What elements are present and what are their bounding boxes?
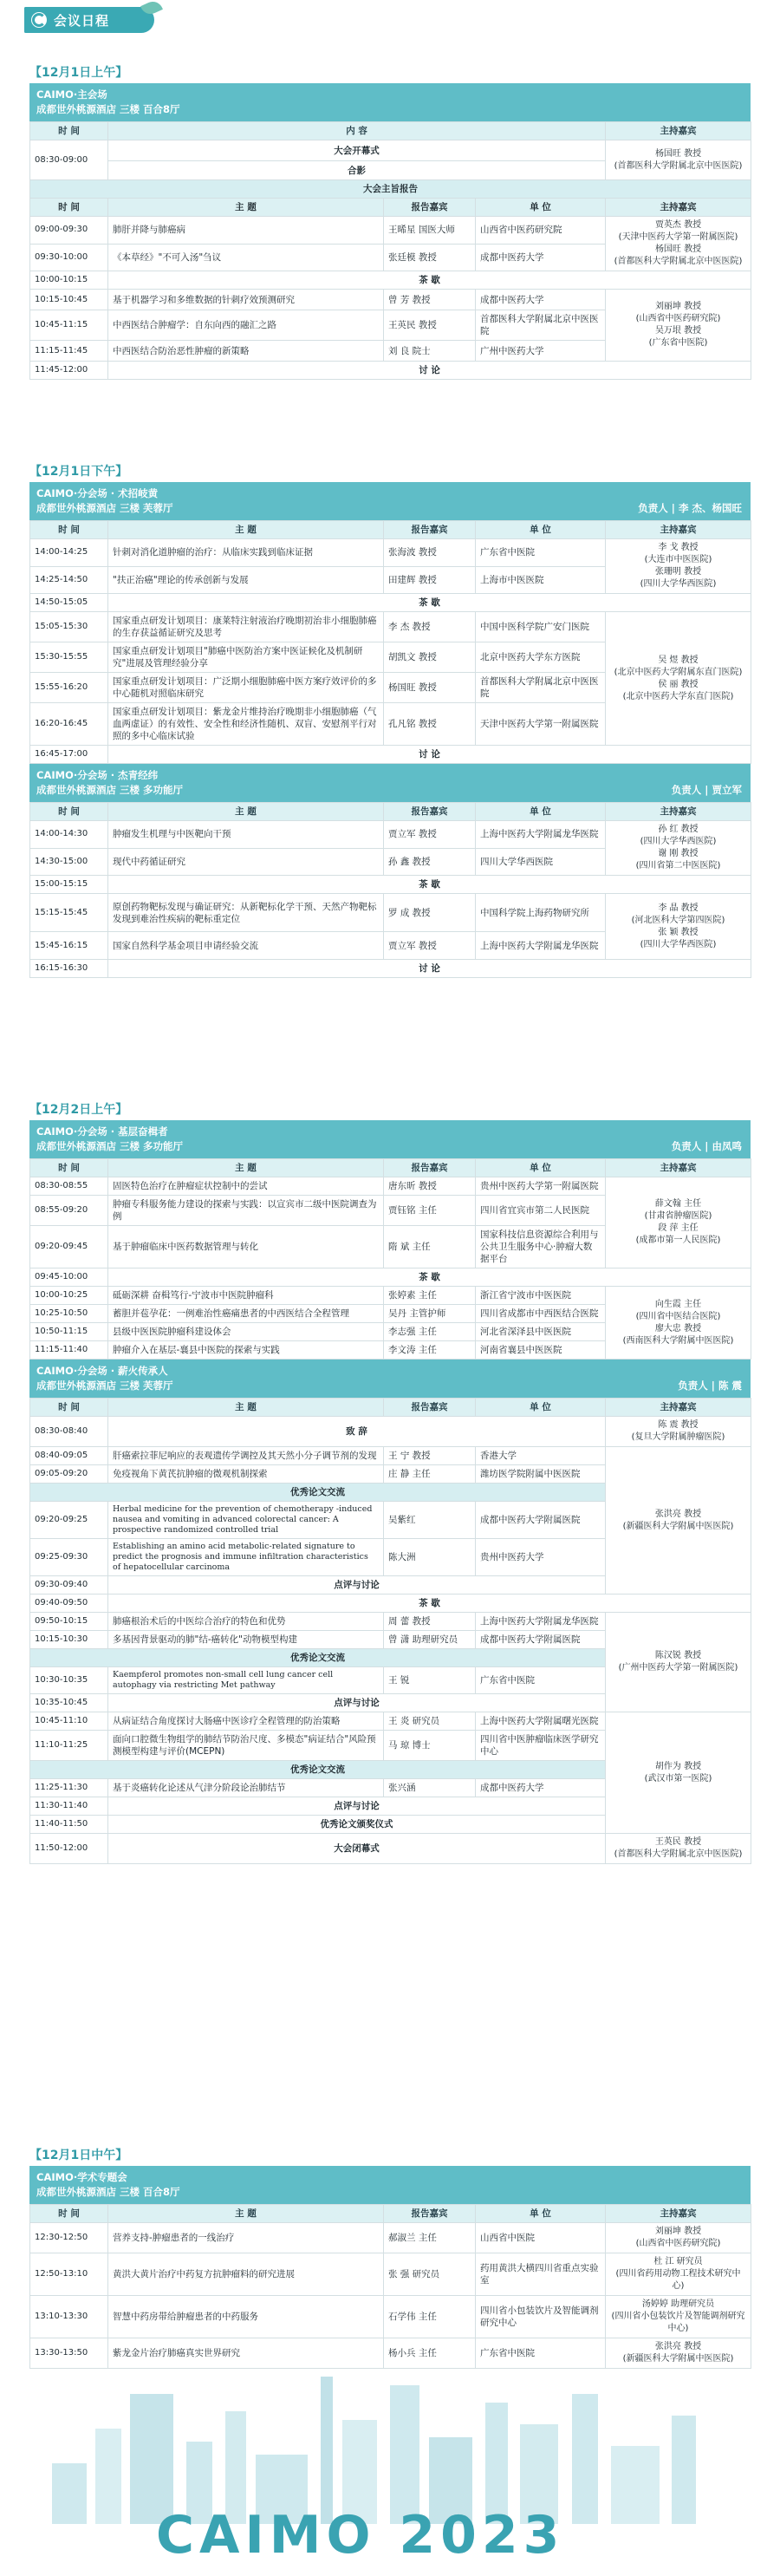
logo-icon [31, 12, 47, 28]
unit-cell: 四川省小包装饮片及智能调剂研究中心 [476, 2296, 606, 2338]
unit-cell: 四川省宜宾市第二人民医院 [476, 1196, 606, 1226]
col-content: 内 容 [108, 122, 606, 140]
speaker-cell: 刘 良 院士 [384, 341, 476, 362]
time-cell: 11:40-11:50 [30, 1816, 108, 1834]
paper-exchange-header: 优秀论文交流 [30, 1649, 606, 1667]
time-cell: 09:50-10:15 [30, 1613, 108, 1631]
topic-cell: 国家重点研发计划项目：康莱特注射液治疗晚期初治非小细胞肺癌的生存获益循证研究及思考 [108, 612, 384, 642]
time-cell: 10:45-11:15 [30, 310, 108, 341]
time-cell: 10:00-10:15 [30, 271, 108, 290]
time-cell: 09:00-09:30 [30, 217, 108, 245]
caimo-2023-logo: CAIMO 2023 [156, 2505, 565, 2566]
topic-cell: Establishing an amino acid metabolic-related signature to predict the prognosis and immune infiltration characteristics of hepatocellular carcinoma [108, 1539, 384, 1576]
unit-cell: 上海中医药大学附属龙华医院 [476, 1613, 606, 1631]
time-cell: 14:00-14:30 [30, 821, 108, 849]
topic-cell: 《本草经》"不可入汤"刍议 [108, 244, 384, 271]
unit-cell: 河南省襄县中医医院 [476, 1341, 606, 1360]
col-time: 时 间 [30, 1399, 108, 1417]
host-cell: 汤婷婷 助理研究员 (四川省小包装饮片及智能调剂研究中心) [606, 2296, 751, 2338]
review-discussion: 点评与讨论 [108, 1797, 606, 1816]
host-cell: 刘丽坤 教授 (山西省中医药研究院) [606, 2223, 751, 2253]
tea-break: 茶 歇 [108, 271, 751, 290]
schedule-table [29, 1158, 751, 1360]
unit-cell: 浙江省宁波市中医医院 [476, 1287, 606, 1305]
col-unit: 单 位 [476, 2205, 606, 2223]
venue-location: 成都世外桃源酒店 三楼 百合8厅 [36, 103, 180, 115]
time-cell: 13:10-13:30 [30, 2296, 108, 2338]
speaker-cell: 张 强 研究员 [384, 2253, 476, 2296]
topic-cell: 多基因背景驱动的肺"结-癌转化"动物模型构建 [108, 1631, 384, 1649]
col-speaker: 报告嘉宾 [384, 199, 476, 217]
topic-cell: 国家重点研发计划项目"肺癌中医防治方案中医证候化及机制研究"进展及管理经验分享 [108, 642, 384, 673]
time-cell: 14:50-15:05 [30, 594, 108, 612]
col-time: 时 间 [30, 803, 108, 821]
col-host: 主持嘉宾 [606, 2205, 751, 2223]
schedule-table [29, 802, 751, 978]
speaker-cell: 张海波 教授 [384, 539, 476, 567]
time-cell: 15:30-15:55 [30, 642, 108, 673]
topic-cell: 肿瘤介入在基层-襄县中医院的探索与实践 [108, 1341, 384, 1360]
venue-location: 成都世外桃源酒店 三楼 芙蓉厅 [36, 1379, 173, 1392]
schedule-table [29, 520, 751, 764]
speaker-cell: 吴丹 主管护师 [384, 1305, 476, 1323]
speaker-cell: 曾 芳 教授 [384, 290, 476, 310]
time-cell: 09:25-09:30 [30, 1539, 108, 1576]
venue-band [29, 2166, 751, 2204]
unit-cell: 贵州中医药大学 [476, 1539, 606, 1576]
time-cell: 12:50-13:10 [30, 2253, 108, 2296]
host-cell: 杨国旺 教授 (首都医科大学附属北京中医医院) [606, 140, 751, 180]
day-heading: 【12月1日中午】 [29, 2149, 128, 2162]
time-cell: 08:40-09:05 [30, 1447, 108, 1465]
host-cell: 李 晶 教授 (河北医科大学第四医院) 张 颖 教授 (四川大学华西医院) [606, 894, 751, 960]
topic-cell: 针刺对消化道肿瘤的治疗：从临床实践到临床证据 [108, 539, 384, 567]
host-cell: 向生霞 主任 (四川省中医结合医院) 廖大忠 教授 (西南医科大学附属中医医院) [606, 1287, 751, 1360]
col-host: 主持嘉宾 [606, 1159, 751, 1177]
venue-band [29, 83, 751, 121]
speaker-cell: 隋 斌 主任 [384, 1226, 476, 1268]
speaker-cell: 王 宁 教授 [384, 1447, 476, 1465]
time-cell: 08:30-08:40 [30, 1417, 108, 1447]
topic-cell: 蓄胆并苞孕花：一例难治性癌痛患者的中西医结合全程管理 [108, 1305, 384, 1323]
topic-cell: 紫龙金片治疗肺癌真实世界研究 [108, 2338, 384, 2369]
footer-skyline [0, 2358, 780, 2576]
speaker-cell: 庄 静 主任 [384, 1465, 476, 1484]
time-cell: 09:20-09:25 [30, 1502, 108, 1539]
unit-cell: 河北省深泽县中医医院 [476, 1323, 606, 1341]
unit-cell: 中国科学院上海药物研究所 [476, 894, 606, 932]
speaker-cell: 张婷素 主任 [384, 1287, 476, 1305]
paper-exchange-header: 优秀论文交流 [30, 1761, 606, 1779]
time-cell: 11:50-12:00 [30, 1834, 108, 1864]
time-cell: 11:15-11:45 [30, 341, 108, 362]
speaker-cell: 贾立军 教授 [384, 932, 476, 960]
time-cell: 15:00-15:15 [30, 876, 108, 894]
opening-address: 致 辞 [108, 1417, 606, 1447]
time-cell: 09:20-09:45 [30, 1226, 108, 1268]
speaker-cell: 陈大洲 [384, 1539, 476, 1576]
col-time: 时 间 [30, 521, 108, 539]
time-cell: 09:30-09:40 [30, 1576, 108, 1595]
topic-cell: 现代中药循证研究 [108, 848, 384, 876]
tea-break: 茶 歇 [108, 1595, 751, 1613]
time-cell: 10:15-10:30 [30, 1631, 108, 1649]
topic-cell: 中西医结合肿瘤学：自东向西的融汇之路 [108, 310, 384, 341]
award-ceremony: 优秀论文颁奖仪式 [108, 1816, 606, 1834]
speaker-cell: 王英民 教授 [384, 310, 476, 341]
session-chair: 负责人 | 陈 震 [678, 1379, 742, 1392]
host-cell: 张洪亮 教授 (新疆医科大学附属中医医院) [606, 2338, 751, 2369]
time-cell: 08:55-09:20 [30, 1196, 108, 1226]
venue-title: CAIMO·分会场 · 基层奋楫者 [36, 1125, 168, 1138]
topic-cell: 肺癌根治术后的中医综合治疗的特色和优势 [108, 1613, 384, 1631]
topic-cell: 国家重点研发计划项目：紫龙金片维持治疗晚期非小细胞肺癌（气血两虚证）的有效性、安全性和经济性随机、双盲、安慰剂平行对照的多中心临床试验 [108, 703, 384, 746]
col-host: 主持嘉宾 [606, 199, 751, 217]
unit-cell: 上海中医药大学附属曙光医院 [476, 1712, 606, 1731]
col-host: 主持嘉宾 [606, 521, 751, 539]
time-cell: 15:55-16:20 [30, 673, 108, 703]
speaker-cell: 王 锐 [384, 1667, 476, 1694]
closing-ceremony: 大会闭幕式 [108, 1834, 606, 1864]
section-dec1-noon [29, 2145, 751, 2369]
venue-band [29, 1360, 751, 1398]
host-cell: 薛文翰 主任 (甘肃省肿瘤医院) 段 萍 主任 (成都市第一人民医院) [606, 1177, 751, 1268]
venue-band [29, 482, 751, 520]
col-topic: 主 题 [108, 521, 384, 539]
unit-cell: 药用黄洪大横四川省重点实验室 [476, 2253, 606, 2296]
speaker-cell: 贾立军 教授 [384, 821, 476, 849]
unit-cell: 四川省成都市中西医结合医院 [476, 1305, 606, 1323]
host-cell: 陈 震 教授 (复旦大学附属肿瘤医院) [606, 1417, 751, 1447]
topic-cell: 智慧中药房带给肿瘤患者的中药服务 [108, 2296, 384, 2338]
speaker-cell: 贾钰铭 主任 [384, 1196, 476, 1226]
discussion: 讨 论 [108, 362, 751, 380]
col-unit: 单 位 [476, 1399, 606, 1417]
unit-cell: 成都中医药大学附属医院 [476, 1502, 606, 1539]
unit-cell: 贵州中医药大学第一附属医院 [476, 1177, 606, 1196]
time-cell: 16:15-16:30 [30, 960, 108, 978]
speaker-cell: 曾 潇 助理研究员 [384, 1631, 476, 1649]
col-host: 主持嘉宾 [606, 1399, 751, 1417]
schedule-table [29, 121, 751, 380]
time-cell: 16:45-17:00 [30, 746, 108, 764]
host-cell: 杜 江 研究员 (四川省药用动物工程技术研究中心) [606, 2253, 751, 2296]
venue-title: CAIMO·分会场 · 薪火传承人 [36, 1365, 168, 1377]
unit-cell: 成都中医药大学附属医院 [476, 1631, 606, 1649]
topic-cell: 县级中医医院肿瘤科建设体会 [108, 1323, 384, 1341]
unit-cell: 四川大学华西医院 [476, 848, 606, 876]
time-cell: 10:50-11:15 [30, 1323, 108, 1341]
unit-cell: 成都中医药大学 [476, 290, 606, 310]
col-host: 主持嘉宾 [606, 803, 751, 821]
unit-cell: 上海市中医医院 [476, 566, 606, 594]
time-cell: 10:35-10:45 [30, 1694, 108, 1712]
day-heading: 【12月1日下午】 [29, 465, 128, 479]
time-cell: 09:05-09:20 [30, 1465, 108, 1484]
col-unit: 单 位 [476, 199, 606, 217]
unit-cell: 山西省中医药研究院 [476, 217, 606, 245]
host-cell: 王英民 教授 (首都医科大学附属北京中医医院) [606, 1834, 751, 1864]
time-cell: 15:05-15:30 [30, 612, 108, 642]
venue-location: 成都世外桃源酒店 三楼 百合8厅 [36, 2186, 180, 2198]
host-cell: 李 戈 教授 (大连市中医医院) 张珊明 教授 (四川大学华西医院) [606, 539, 751, 594]
speaker-cell: 胡凯文 教授 [384, 642, 476, 673]
unit-cell: 香港大学 [476, 1447, 606, 1465]
unit-cell: 上海中医药大学附属龙华医院 [476, 932, 606, 960]
topic-cell: 基于机器学习和多维数据的针刺疗效预测研究 [108, 290, 384, 310]
host-cell: 吴 煜 教授 (北京中医药大学附属东直门医院) 侯 丽 教授 (北京中医药大学东直门医院) [606, 612, 751, 746]
host-cell: 陈汉锐 教授 (广州中医药大学第一附属医院) [606, 1613, 751, 1712]
section-dec2-morning [29, 1099, 751, 1864]
section-dec1-morning [29, 62, 751, 380]
header-title: 会议日程 [54, 12, 110, 29]
time-cell: 16:20-16:45 [30, 703, 108, 746]
unit-cell: 国家科技信息资源综合利用与公共卫生服务中心·肿瘤大数据平台 [476, 1226, 606, 1268]
speaker-cell: 杨小兵 主任 [384, 2338, 476, 2369]
topic-cell: 免疫视角下黄芪抗肿瘤的微观机制探索 [108, 1465, 384, 1484]
time-cell: 08:30-08:55 [30, 1177, 108, 1196]
time-cell: 14:25-14:50 [30, 566, 108, 594]
speaker-cell: 王晞星 国医大师 [384, 217, 476, 245]
col-topic: 主 题 [108, 199, 384, 217]
discussion: 讨 论 [108, 746, 751, 764]
time-cell: 15:15-15:45 [30, 894, 108, 932]
time-cell: 09:40-09:50 [30, 1595, 108, 1613]
schedule-table [29, 2204, 751, 2369]
schedule-table [29, 1398, 751, 1864]
col-host: 主持嘉宾 [606, 122, 751, 140]
day-heading: 【12月2日上午】 [29, 1103, 128, 1117]
time-cell: 10:25-10:50 [30, 1305, 108, 1323]
time-cell: 14:00-14:25 [30, 539, 108, 567]
topic-cell: 肝癌索拉菲尼响应的表观遗传学调控及其天然小分子调节剂的发现 [108, 1447, 384, 1465]
topic-cell: 国家自然科学基金项目申请经验交流 [108, 932, 384, 960]
speaker-cell: 张兴涵 [384, 1779, 476, 1797]
col-topic: 主 题 [108, 2205, 384, 2223]
time-cell: 15:45-16:15 [30, 932, 108, 960]
unit-cell: 四川省中医肿瘤临床医学研究中心 [476, 1731, 606, 1761]
venue-location: 成都世外桃源酒店 三楼 芙蓉厅 [36, 502, 173, 514]
topic-cell: "扶正治癌"理论的传承创新与发展 [108, 566, 384, 594]
time-cell: 10:30-10:35 [30, 1667, 108, 1694]
header-tag [24, 7, 154, 33]
speaker-cell: 罗 成 教授 [384, 894, 476, 932]
review-discussion: 点评与讨论 [108, 1576, 606, 1595]
topic-cell: 从病证结合角度探讨大肠癌中医诊疗全程管理的防治策略 [108, 1712, 384, 1731]
speaker-cell: 郝淑兰 主任 [384, 2223, 476, 2253]
host-cell: 张洪亮 教授 (新疆医科大学附属中医医院) [606, 1447, 751, 1595]
topic-cell: 肺肝并降与肺癌病 [108, 217, 384, 245]
time-cell: 11:30-11:40 [30, 1797, 108, 1816]
topic-cell: 砥砺深耕 奋楫笃行-宁波市中医院肿瘤科 [108, 1287, 384, 1305]
topic-cell: 肿瘤发生机理与中医靶向干预 [108, 821, 384, 849]
time-cell: 09:30-10:00 [30, 244, 108, 271]
speaker-cell: 李文涛 主任 [384, 1341, 476, 1360]
group-photo: 合影 [108, 161, 606, 180]
col-speaker: 报告嘉宾 [384, 2205, 476, 2223]
time-cell: 11:15-11:40 [30, 1341, 108, 1360]
host-cell: 孙 红 教授 (四川大学华西医院) 谢 刚 教授 (四川省第二中医医院) [606, 821, 751, 876]
speaker-cell: 石学伟 主任 [384, 2296, 476, 2338]
col-speaker: 报告嘉宾 [384, 803, 476, 821]
speaker-cell: 杨国旺 教授 [384, 673, 476, 703]
speaker-cell: 马 琼 博士 [384, 1731, 476, 1761]
col-unit: 单 位 [476, 803, 606, 821]
tea-break: 茶 歇 [108, 876, 751, 894]
unit-cell: 广东省中医院 [476, 539, 606, 567]
speaker-cell: 孔凡铭 教授 [384, 703, 476, 746]
topic-cell: 中西医结合防治恶性肿瘤的新策略 [108, 341, 384, 362]
unit-cell: 广东省中医院 [476, 1667, 606, 1694]
host-cell: 胡作为 教授 (武汉市第一医院) [606, 1712, 751, 1834]
venue-title: CAIMO·学术专题会 [36, 2171, 127, 2183]
venue-title: CAIMO·分会场 · 术招岐黄 [36, 487, 159, 499]
host-cell: 贾英杰 教授 (天津中医药大学第一附属医院) 杨国旺 教授 (首都医科大学附属北京中医医院) [606, 217, 751, 271]
venue-location: 成都世外桃源酒店 三楼 多功能厅 [36, 784, 184, 796]
unit-cell: 广东省中医院 [476, 2338, 606, 2369]
topic-cell: 黄洪大黄片治疗中药复方抗肿瘤料的研究进展 [108, 2253, 384, 2296]
topic-cell: 原创药物靶标发现与确证研究：从新靶标化学干预、天然产物靶标发现到难治性疾病的靶标重定位 [108, 894, 384, 932]
col-topic: 主 题 [108, 803, 384, 821]
col-time: 时 间 [30, 122, 108, 140]
unit-cell: 首都医科大学附属北京中医医院 [476, 673, 606, 703]
col-topic: 主 题 [108, 1159, 384, 1177]
speaker-cell: 李 杰 教授 [384, 612, 476, 642]
speaker-cell: 张廷模 教授 [384, 244, 476, 271]
speaker-cell: 唐东昕 教授 [384, 1177, 476, 1196]
opening-ceremony: 大会开幕式 [108, 140, 606, 161]
unit-cell: 成都中医药大学 [476, 244, 606, 271]
time-cell: 09:45-10:00 [30, 1268, 108, 1287]
time-cell: 14:30-15:00 [30, 848, 108, 876]
time-cell: 08:30-09:00 [30, 140, 108, 180]
col-speaker: 报告嘉宾 [384, 1399, 476, 1417]
session-chair: 负责人 | 由凤鸣 [671, 1140, 742, 1152]
topic-cell: 基于肿瘤临床中医药数据管理与转化 [108, 1226, 384, 1268]
topic-cell: 固医特色治疗在肿瘤症状控制中的尝试 [108, 1177, 384, 1196]
keynote-header: 大会主旨报告 [30, 180, 751, 199]
host-cell: 刘丽坤 教授 (山西省中医药研究院) 吴万垠 教授 (广东省中医院) [606, 290, 751, 362]
unit-cell: 北京中医药大学东方医院 [476, 642, 606, 673]
topic-cell: 肿瘤专科服务能力建设的探索与实践：以宣宾市二级中医院调查为例 [108, 1196, 384, 1226]
speaker-cell: 王 炎 研究员 [384, 1712, 476, 1731]
time-cell: 10:15-10:45 [30, 290, 108, 310]
unit-cell: 山西省中医院 [476, 2223, 606, 2253]
col-time: 时 间 [30, 1159, 108, 1177]
day-heading: 【12月1日上午】 [29, 66, 128, 80]
discussion: 讨 论 [108, 960, 751, 978]
speaker-cell: 田建辉 教授 [384, 566, 476, 594]
venue-band [29, 764, 751, 802]
speaker-cell: 李志强 主任 [384, 1323, 476, 1341]
review-discussion: 点评与讨论 [108, 1694, 606, 1712]
session-chair: 负责人 | 李 杰、杨国旺 [638, 502, 742, 514]
topic-cell: Herbal medicine for the prevention of chemotherapy -induced nausea and vomiting in advanced colorectal cancer: A prospective randomized controlled trial [108, 1502, 384, 1539]
unit-cell: 天津中医药大学第一附属医院 [476, 703, 606, 746]
topic-cell: 基于炎癌转化论述从气津分阶段论治肺结节 [108, 1779, 384, 1797]
time-cell: 11:10-11:25 [30, 1731, 108, 1761]
unit-cell: 首都医科大学附属北京中医医院 [476, 310, 606, 341]
unit-cell: 上海中医药大学附属龙华医院 [476, 821, 606, 849]
topic-cell: 国家重点研发计划项目：广泛期小细胞肺癌中医方案疗效评价的多中心随机对照临床研究 [108, 673, 384, 703]
tea-break: 茶 歇 [108, 594, 751, 612]
col-time: 时 间 [30, 199, 108, 217]
tea-break: 茶 歇 [108, 1268, 751, 1287]
col-time: 时 间 [30, 2205, 108, 2223]
unit-cell: 广州中医药大学 [476, 341, 606, 362]
topic-cell: 面向口腔微生物组学的肺结节防治尺度、多模态"病证结合"风险预测模型构建与评价(MCEPN) [108, 1731, 384, 1761]
venue-band [29, 1120, 751, 1158]
col-unit: 单 位 [476, 1159, 606, 1177]
speaker-cell: 吴紫红 [384, 1502, 476, 1539]
time-cell: 10:45-11:10 [30, 1712, 108, 1731]
unit-cell: 成都中医药大学 [476, 1779, 606, 1797]
venue-title: CAIMO·分会场 · 杰青经纬 [36, 769, 159, 781]
time-cell: 10:00-10:25 [30, 1287, 108, 1305]
time-cell: 11:25-11:30 [30, 1779, 108, 1797]
speaker-cell: 孙 鑫 教授 [384, 848, 476, 876]
venue-title: CAIMO·主会场 [36, 88, 107, 101]
col-speaker: 报告嘉宾 [384, 1159, 476, 1177]
session-chair: 负责人 | 贾立军 [671, 784, 742, 796]
time-cell: 12:30-12:50 [30, 2223, 108, 2253]
time-cell: 13:30-13:50 [30, 2338, 108, 2369]
topic-cell: 营养支持-肿瘤患者的一线治疗 [108, 2223, 384, 2253]
time-cell: 11:45-12:00 [30, 362, 108, 380]
paper-exchange-header: 优秀论文交流 [30, 1484, 606, 1502]
unit-cell: 中国中医科学院广安门医院 [476, 612, 606, 642]
header [0, 0, 780, 43]
topic-cell: Kaempferol promotes non-small cell lung cancer cell autophagy via restricting Met pathway [108, 1667, 384, 1694]
section-dec1-afternoon [29, 461, 751, 978]
col-unit: 单 位 [476, 521, 606, 539]
unit-cell: 潍坊医学院附属中医医院 [476, 1465, 606, 1484]
col-speaker: 报告嘉宾 [384, 521, 476, 539]
col-topic: 主 题 [108, 1399, 384, 1417]
speaker-cell: 周 蕾 教授 [384, 1613, 476, 1631]
venue-location: 成都世外桃源酒店 三楼 多功能厅 [36, 1140, 184, 1152]
